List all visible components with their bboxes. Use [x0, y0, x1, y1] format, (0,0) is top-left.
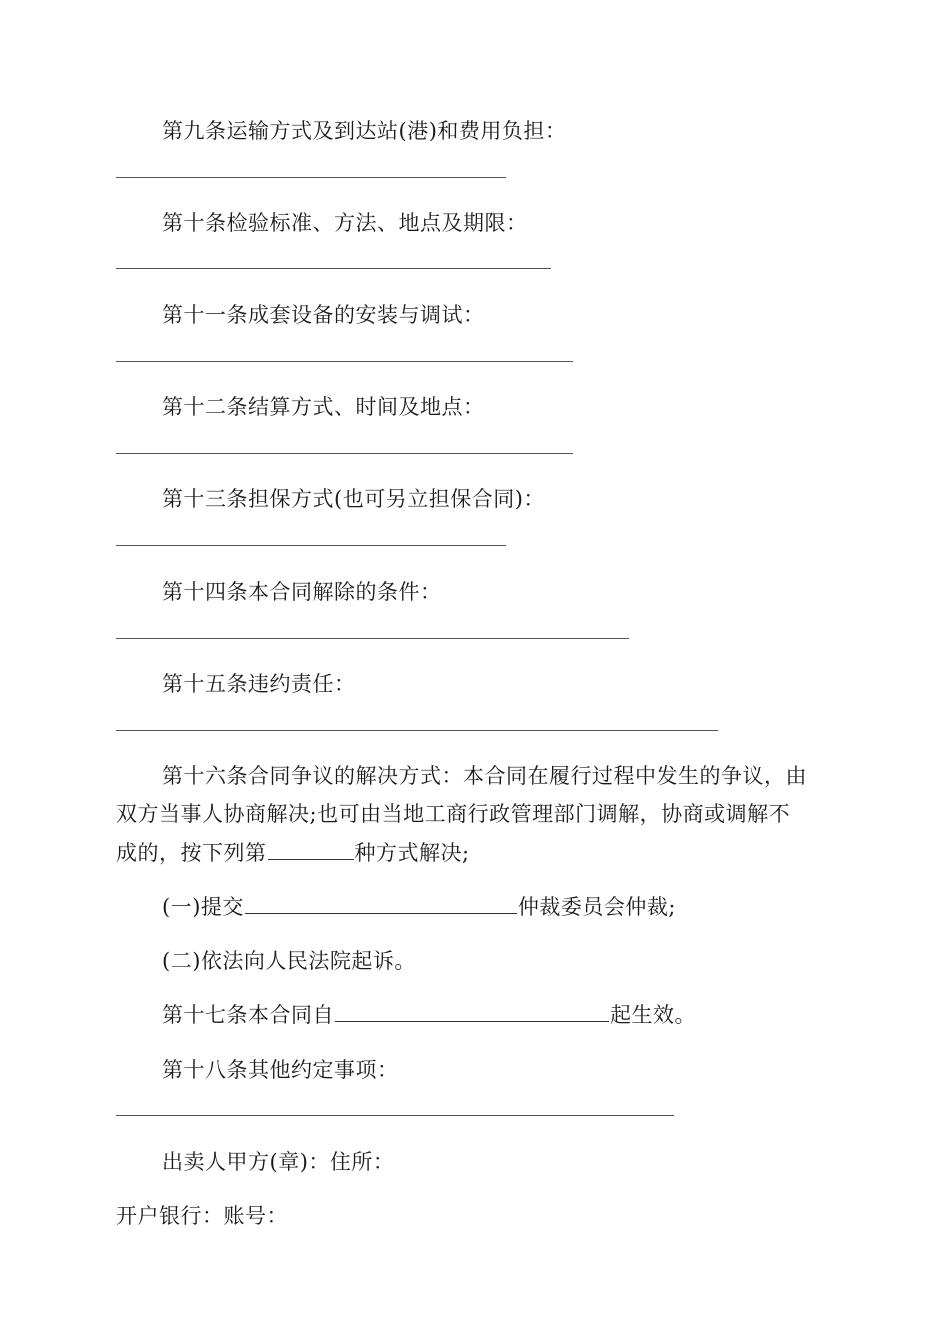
article-14-heading: 第十四条本合同解除的条件：	[162, 580, 442, 604]
article-16-line-3-text: 成的，按下列第	[116, 841, 267, 865]
effective-date-blank[interactable]	[335, 997, 609, 1022]
article-16-line-3	[116, 834, 470, 872]
article-9-heading: 第九条运输方式及到达站(港)和费用负担：	[162, 119, 567, 143]
article-15-heading: 第十五条违约责任：	[162, 672, 356, 696]
bank-line: 开户银行：账号：	[116, 1204, 288, 1228]
article-16-line-1: 第十六条合同争议的解决方式：本合同在履行过程中发生的争议，由	[162, 764, 807, 788]
option-1-suffix: 仲裁委员会仲裁;	[517, 895, 676, 919]
article-12-heading: 第十二条结算方式、时间及地点：	[162, 395, 485, 419]
article-18-heading: 第十八条其他约定事项：	[162, 1058, 399, 1082]
article-9-fill-line	[116, 177, 506, 178]
article-18-fill-line	[116, 1115, 674, 1116]
article-11-fill-line	[116, 361, 573, 362]
option-2-line: (二)依法向人民法院起诉。	[162, 949, 416, 973]
article-12-fill-line	[116, 453, 573, 454]
option-1-text: (一)提交	[162, 895, 244, 919]
option-1-line	[162, 888, 676, 926]
article-13-fill-line	[116, 545, 506, 546]
article-15-fill-line	[116, 730, 718, 731]
article-17-line	[162, 996, 696, 1034]
article-17-suffix: 起生效。	[610, 1003, 696, 1027]
arbitration-committee-blank[interactable]	[245, 889, 517, 914]
article-16-line-2: 双方当事人协商解决;也可由当地工商行政管理部门调解，协商或调解不	[116, 802, 791, 826]
dispute-method-blank[interactable]	[268, 835, 354, 860]
article-16-line-3-suffix: 种方式解决;	[354, 841, 470, 865]
article-17-text: 第十七条本合同自	[162, 1003, 334, 1027]
article-14-fill-line	[116, 638, 629, 639]
article-13-heading: 第十三条担保方式(也可另立担保合同)：	[162, 487, 545, 511]
seller-line: 出卖人甲方(章)：住所：	[162, 1150, 395, 1174]
article-11-heading: 第十一条成套设备的安装与调试：	[162, 303, 485, 327]
article-10-fill-line	[116, 268, 551, 269]
article-10-heading: 第十条检验标准、方法、地点及期限：	[162, 211, 528, 235]
